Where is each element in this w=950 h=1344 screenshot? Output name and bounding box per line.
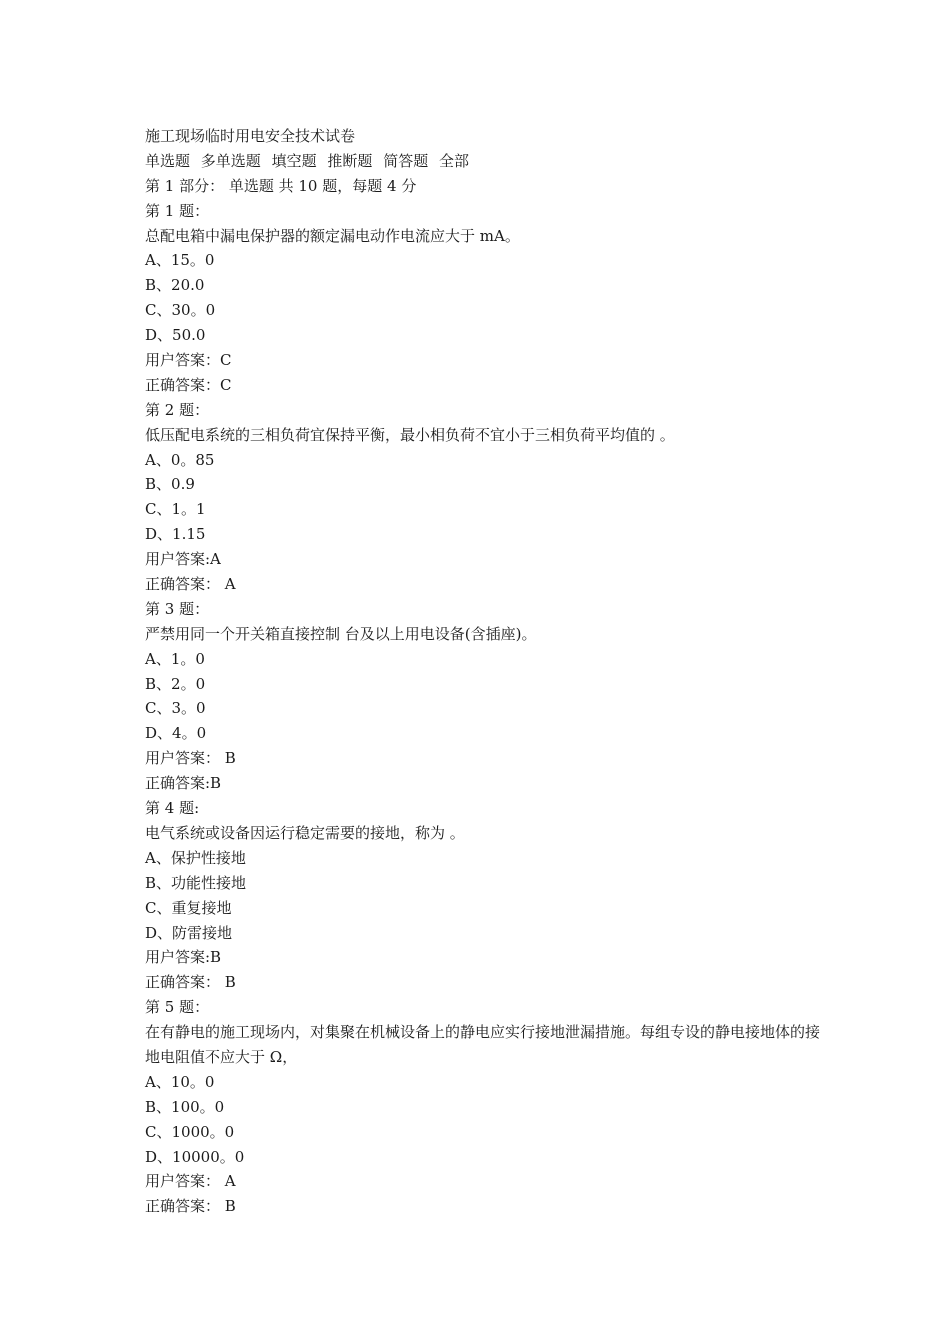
- correct-answer: 正确答案：C: [145, 375, 232, 394]
- option-d: D、1.15: [145, 525, 206, 544]
- question-block: [145, 199, 825, 398]
- option-a: A、10。0: [145, 1072, 215, 1091]
- option-c: C、1000。0: [145, 1122, 235, 1141]
- option-a: A、保护性接地: [145, 848, 246, 867]
- tab-all[interactable]: 全部: [438, 151, 469, 170]
- question-stem: 电气系统或设备因运行稳定需要的接地，称为 。: [145, 823, 465, 842]
- option-d: D、50.0: [145, 326, 206, 345]
- question-number: 第 1 题：: [145, 201, 210, 220]
- option-b: B、2。0: [145, 674, 206, 693]
- question-block: [145, 995, 825, 1219]
- option-b: B、0.9: [145, 475, 195, 494]
- question-block: [145, 796, 825, 995]
- question-stem: 在有静电的施工现场内，对集聚在机械设备上的静电应实行接地泄漏措施。每组专设的静电接地体的接地电阻值不应大于 Ω，: [145, 1023, 821, 1066]
- option-b: B、100。0: [145, 1097, 225, 1116]
- option-c: C、1。1: [145, 500, 206, 519]
- question-number: 第 4 题:: [145, 799, 200, 818]
- option-b: B、功能性接地: [145, 873, 247, 892]
- option-d: D、10000。0: [145, 1147, 245, 1166]
- option-b: B、20.0: [145, 276, 205, 295]
- correct-answer: 正确答案： A: [145, 575, 236, 594]
- option-d: D、防雷接地: [145, 923, 233, 942]
- user-answer: 用户答案:A: [145, 550, 221, 569]
- question-stem: 严禁用同一个开关箱直接控制 台及以上用电设备(含插座)。: [145, 624, 537, 643]
- option-a: A、0。85: [145, 450, 215, 469]
- page-title: 施工现场临时用电安全技术试卷: [145, 127, 356, 145]
- question-stem: 总配电箱中漏电保护器的额定漏电动作电流应大于 mA。: [145, 226, 520, 245]
- tab-multi-choice[interactable]: 多单选题: [200, 151, 261, 170]
- question-stem: 低压配电系统的三相负荷宜保持平衡，最小相负荷不宜小于三相负荷平均值的 。: [145, 425, 675, 444]
- option-c: C、30。0: [145, 301, 216, 320]
- correct-answer: 正确答案： B: [145, 1197, 236, 1216]
- user-answer: 用户答案： B: [145, 749, 236, 768]
- option-c: C、重复接地: [145, 898, 232, 917]
- exam-document: [145, 124, 825, 1219]
- correct-answer: 正确答案:B: [145, 774, 222, 793]
- user-answer: 用户答案:B: [145, 948, 222, 967]
- user-answer: 用户答案： A: [145, 1172, 236, 1191]
- question-block: [145, 398, 825, 597]
- tab-judgement[interactable]: 推断题: [327, 151, 373, 170]
- correct-answer: 正确答案： B: [145, 973, 236, 992]
- question-number: 第 5 题：: [145, 998, 210, 1017]
- user-answer: 用户答案：C: [145, 351, 232, 370]
- tab-fill-blank[interactable]: 填空题: [271, 151, 317, 170]
- tab-single-choice[interactable]: 单选题: [145, 151, 191, 170]
- question-number: 第 3 题：: [145, 599, 210, 618]
- question-number: 第 2 题：: [145, 400, 210, 419]
- section-header: 第 1 部分： 单选题 共 10 题，每题 4 分: [145, 176, 417, 195]
- question-block: [145, 597, 825, 796]
- option-a: A、1。0: [145, 649, 205, 668]
- option-d: D、4。0: [145, 724, 207, 743]
- option-a: A、15。0: [145, 251, 215, 270]
- tab-short-answer[interactable]: 简答题: [383, 151, 429, 170]
- question-type-tabs: [145, 149, 825, 174]
- option-c: C、3。0: [145, 699, 206, 718]
